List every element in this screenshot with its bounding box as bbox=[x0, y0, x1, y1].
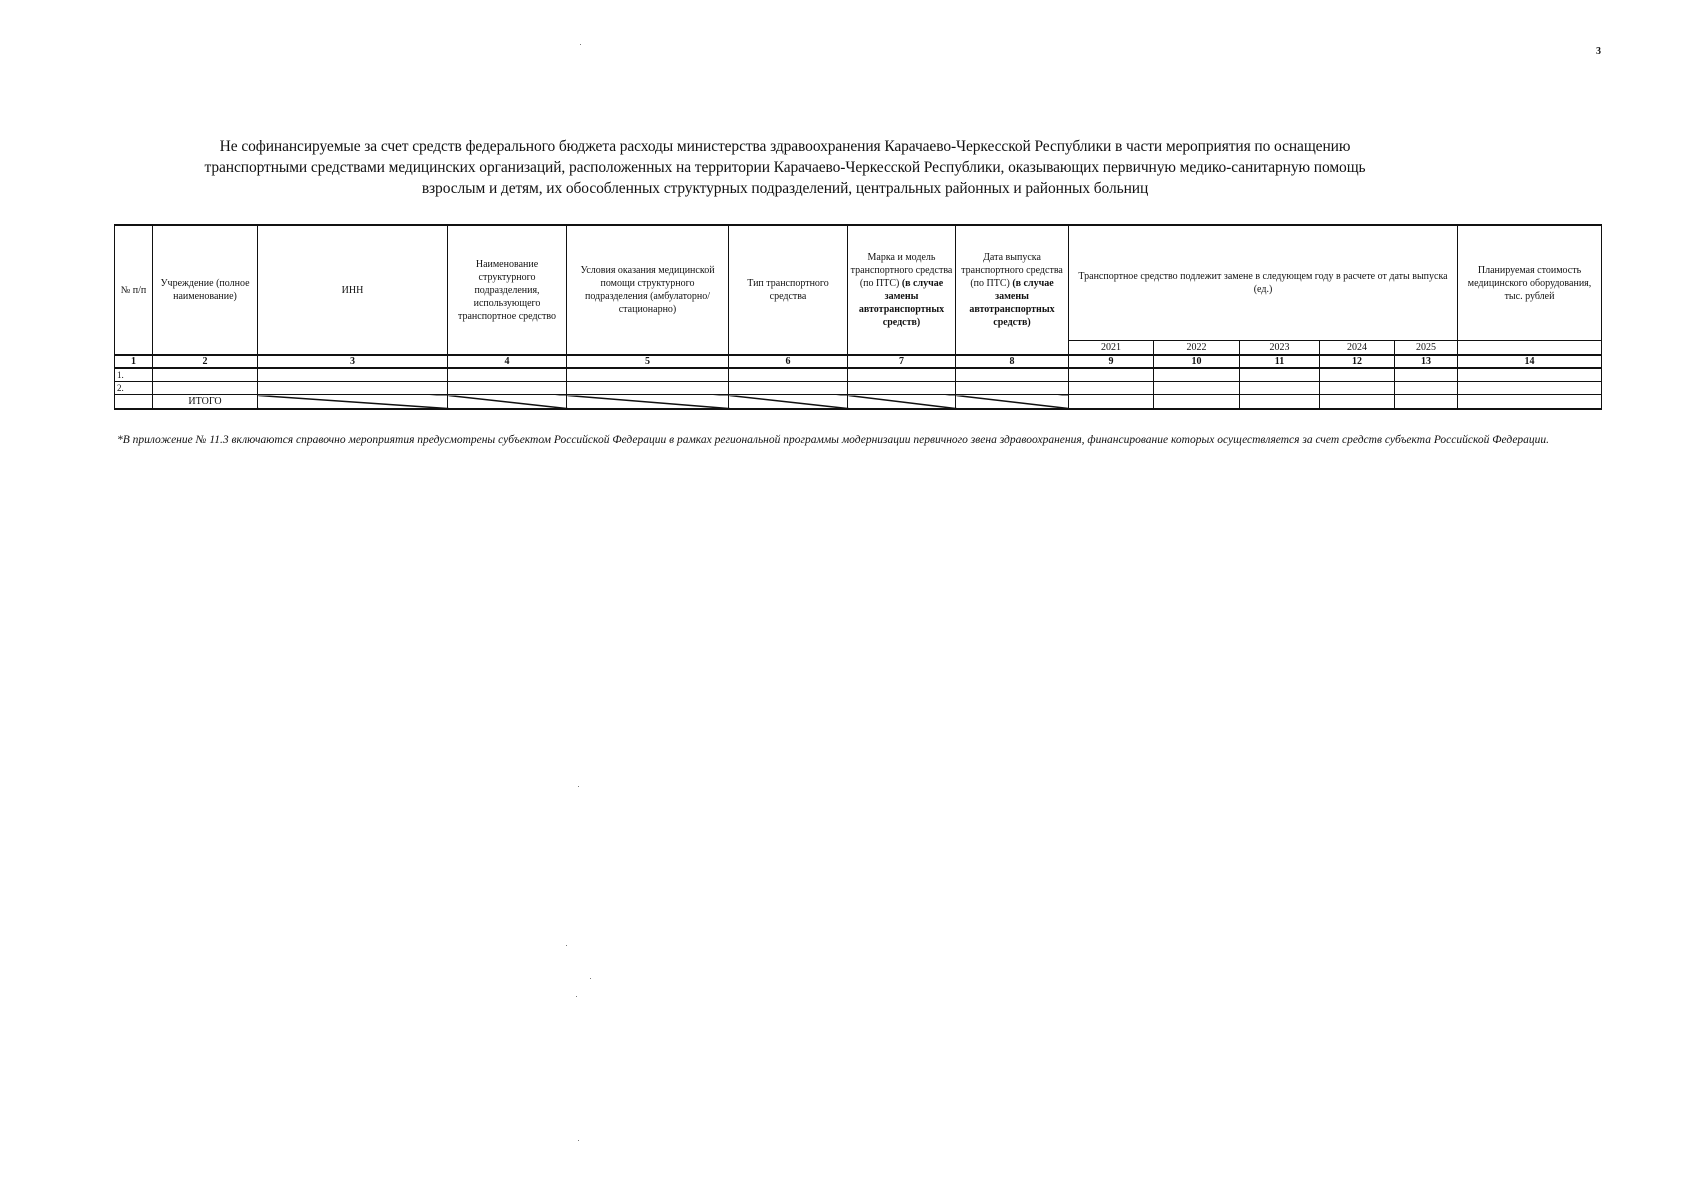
header-model bbox=[848, 225, 956, 355]
column-number: 2 bbox=[153, 355, 258, 368]
table-cell bbox=[153, 382, 258, 395]
table-cell bbox=[567, 382, 729, 395]
crossed-cell bbox=[258, 395, 448, 410]
table-cell bbox=[1240, 382, 1320, 395]
scan-speck bbox=[590, 978, 591, 979]
column-number: 3 bbox=[258, 355, 448, 368]
table-cell bbox=[1240, 395, 1320, 410]
table-cell bbox=[1320, 368, 1395, 382]
column-number: 9 bbox=[1069, 355, 1154, 368]
title-line-3: взрослым и детям, их обособленных структурных подразделений, центральных районных и районных больниц bbox=[421, 180, 1149, 197]
scan-speck bbox=[566, 945, 567, 946]
table-cell bbox=[1154, 395, 1240, 410]
year-cell: 2022 bbox=[1154, 341, 1240, 356]
page-title bbox=[130, 136, 1440, 199]
table-cell bbox=[567, 368, 729, 382]
table-cell bbox=[153, 368, 258, 382]
title-line-1: Не софинансируемые за счет средств федерального бюджета расходы министерства здравоохранения Карачаево-Черкесской Республики в части мероприятия по оснащению bbox=[219, 138, 1351, 155]
year-cell: 2025 bbox=[1395, 341, 1458, 356]
column-number: 10 bbox=[1154, 355, 1240, 368]
page-number: 3 bbox=[1596, 46, 1601, 57]
expenses-table bbox=[114, 224, 1602, 410]
crossed-cell bbox=[567, 395, 729, 410]
crossed-cell bbox=[729, 395, 848, 410]
column-number: 5 bbox=[567, 355, 729, 368]
table-cell bbox=[258, 382, 448, 395]
table-cell bbox=[956, 368, 1069, 382]
table-cell bbox=[1069, 382, 1154, 395]
column-number: 4 bbox=[448, 355, 567, 368]
table-cell bbox=[1395, 368, 1458, 382]
year-cell: 2023 bbox=[1240, 341, 1320, 356]
header-institution: Учреждение (полное наименование) bbox=[153, 225, 258, 355]
table-cell bbox=[115, 395, 153, 410]
column-number: 6 bbox=[729, 355, 848, 368]
header-model-note: (в случае замены автотранспортных средств) bbox=[858, 278, 945, 328]
table-cell bbox=[1458, 395, 1602, 410]
table-cell bbox=[258, 368, 448, 382]
crossed-cell bbox=[448, 395, 567, 410]
table-cell bbox=[729, 368, 848, 382]
table-cell bbox=[448, 368, 567, 382]
table-cell bbox=[1320, 395, 1395, 410]
header-release-note: (в случае замены автотранспортных средств) bbox=[969, 278, 1055, 328]
column-number: 13 bbox=[1395, 355, 1458, 368]
header-cost: Планируемая стоимость медицинского оборудования, тыс. рублей bbox=[1458, 225, 1602, 341]
scan-speck bbox=[578, 1140, 579, 1141]
header-release-date bbox=[956, 225, 1069, 355]
table-cell bbox=[1154, 382, 1240, 395]
year-cell: 2024 bbox=[1320, 341, 1395, 356]
table-row bbox=[115, 368, 1602, 382]
row-num: 1. bbox=[115, 368, 153, 382]
table-cell bbox=[448, 382, 567, 395]
header-replacement: Транспортное средство подлежит замене в следующем году в расчете от даты выпуска (ед.) bbox=[1069, 225, 1458, 341]
scan-speck bbox=[578, 786, 579, 787]
crossed-cell bbox=[956, 395, 1069, 410]
row-num: 2. bbox=[115, 382, 153, 395]
header-conditions: Условия оказания медицинской помощи структурного подразделения (амбулаторно/стационарно) bbox=[567, 225, 729, 355]
footnote: *В приложение № 11.3 включаются справочно мероприятия предусмотрены субъектом Российской Федерации в рамках региональной программы модернизации первичного звена здравоохранения, финансирование которых осуществляется за счет средств субъекта Российской Федерации. bbox=[117, 434, 1550, 446]
table-cell bbox=[1320, 382, 1395, 395]
table-cell bbox=[1395, 382, 1458, 395]
header-inn: ИНН bbox=[258, 225, 448, 355]
table-cell bbox=[1458, 368, 1602, 382]
year-cell: 2021 bbox=[1069, 341, 1154, 356]
crossed-cell bbox=[848, 395, 956, 410]
table-cell bbox=[1395, 395, 1458, 410]
table-cell bbox=[1069, 368, 1154, 382]
scan-speck bbox=[576, 996, 577, 997]
table-cell bbox=[1069, 395, 1154, 410]
header-release-text: Дата выпуска транспортного средства (по ПТС) bbox=[961, 252, 1063, 289]
column-number: 11 bbox=[1240, 355, 1320, 368]
year-cell-empty bbox=[1458, 341, 1602, 356]
column-number: 12 bbox=[1320, 355, 1395, 368]
header-vehicle-type: Тип транспортного средства bbox=[729, 225, 848, 355]
column-number: 8 bbox=[956, 355, 1069, 368]
header-model-text: Марка и модель транспортного средства (по ПТС) bbox=[850, 252, 953, 289]
column-number: 1 bbox=[115, 355, 153, 368]
table-cell bbox=[956, 382, 1069, 395]
total-row bbox=[115, 395, 1602, 410]
column-number: 7 bbox=[848, 355, 956, 368]
scan-speck bbox=[580, 44, 581, 45]
title-line-2: транспортными средствами медицинских организаций, расположенных на территории Карачаево-Черкесской Республики, оказывающих первичную медико-санитарную помощь bbox=[204, 159, 1366, 176]
header-subdivision: Наименование структурного подразделения, использующего транспортное средство bbox=[448, 225, 567, 355]
column-number: 14 bbox=[1458, 355, 1602, 368]
header-num: № п/п bbox=[115, 225, 153, 355]
table-cell bbox=[1458, 382, 1602, 395]
table-cell bbox=[1240, 368, 1320, 382]
total-label: ИТОГО bbox=[153, 395, 258, 410]
table-cell bbox=[848, 382, 956, 395]
table-row bbox=[115, 382, 1602, 395]
table-cell bbox=[729, 382, 848, 395]
table-cell bbox=[1154, 368, 1240, 382]
table-cell bbox=[848, 368, 956, 382]
